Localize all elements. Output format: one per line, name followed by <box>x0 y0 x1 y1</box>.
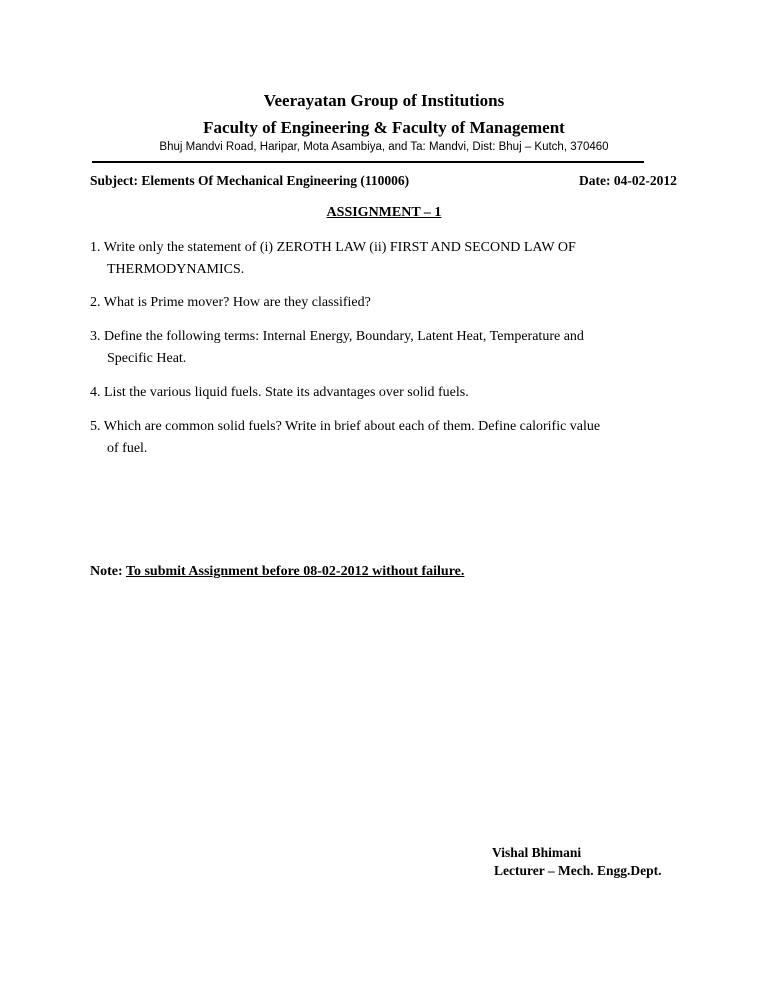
question-item <box>90 237 700 281</box>
submission-note <box>90 564 464 580</box>
institution-name: Veerayatan Group of Institutions <box>263 91 505 110</box>
question-text: Define the following terms: Internal Energy, Boundary, Latent Heat, Temperature and <box>104 329 584 344</box>
question-number: 4. <box>90 385 101 400</box>
note-label: Note: <box>90 564 123 579</box>
question-text: What is Prime mover? How are they classified? <box>103 295 371 310</box>
question-text: Which are common solid fuels? Write in brief about each of them. Define calorific value <box>103 419 601 434</box>
question-item <box>90 382 700 404</box>
signatory-name: Vishal Bhimani <box>492 845 582 860</box>
header-divider <box>92 161 644 163</box>
subject-line: Subject: Elements Of Mechanical Engineering (110006) <box>90 173 410 188</box>
question-text-continued: of fuel. <box>107 441 148 456</box>
note-text: To submit Assignment before 08-02-2012 without failure. <box>125 564 465 579</box>
question-number: 2. <box>90 295 101 310</box>
assignment-title: ASSIGNMENT – 1 <box>326 205 442 220</box>
signatory-title: Lecturer – Mech. Engg.Dept. <box>494 863 662 878</box>
question-number: 5. <box>90 419 101 434</box>
institution-address: Bhuj Mandvi Road, Haripar, Mota Asambiya, and Ta: Mandvi, Dist: Bhuj – Kutch, 370460 <box>159 141 609 153</box>
question-text-continued: Specific Heat. <box>107 351 187 366</box>
question-item <box>90 326 700 370</box>
date-line: Date: 04-02-2012 <box>579 173 677 188</box>
question-text: Write only the statement of (i) ZEROTH LAW (ii) FIRST AND SECOND LAW OF <box>103 240 576 255</box>
question-item <box>90 416 700 460</box>
question-number: 3. <box>90 329 101 344</box>
question-text-continued: THERMODYNAMICS. <box>107 262 245 277</box>
question-number: 1. <box>90 240 101 255</box>
question-text: List the various liquid fuels. State its advantages over solid fuels. <box>104 385 469 400</box>
question-item <box>90 292 700 314</box>
faculty-name: Faculty of Engineering & Faculty of Management <box>203 118 565 137</box>
